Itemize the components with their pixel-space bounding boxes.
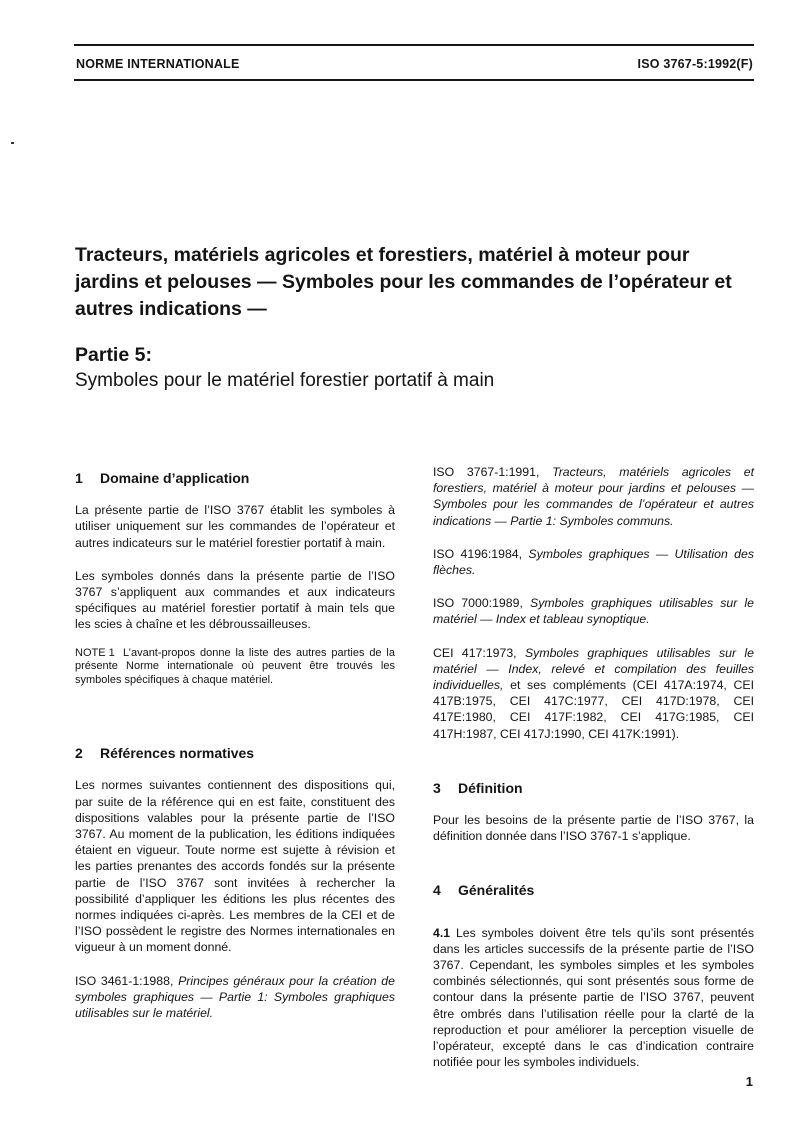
note-1-label: NOTE 1	[75, 646, 115, 659]
reference-cei-417	[433, 645, 754, 742]
reference-iso-7000-title: Symboles graphiques utilisables sur le matériel — Index et tableau synoptique.	[433, 596, 754, 627]
section-2-heading	[75, 745, 395, 761]
reference-iso-3767-1-title: Tracteurs, matériels agricoles et forestiers, matériel à moteur pour jardins et pelouses — Symboles pour les commandes de l’opérateur et autres indications — Partie 1: Symboles communs.	[433, 465, 754, 528]
reference-cei-417-title: Symboles graphiques utilisables sur le matériel — Index, relevé et compilation des feuilles individuelles,	[433, 645, 755, 693]
section-1-paragraph-2: Les symboles donnés dans la présente partie de l’ISO 3767 s’appliquent aux commandes et aux indicateurs spécifiques au matériel forestier portatif à main tels que les scies à chaîne et les débroussailleuses.	[75, 568, 395, 632]
section-4-heading	[433, 882, 754, 898]
subclause-4-1-number: 4.1	[433, 925, 451, 940]
section-2-title: Références normatives	[100, 745, 255, 762]
left-column	[75, 470, 395, 1021]
section-1-paragraph-1: La présente partie de l’ISO 3767 établit les symboles à utiliser uniquement sur les commandes de l’opérateur et autres indicateurs sur le matériel forestier portatif à main.	[75, 503, 395, 550]
header-standard-number: ISO 3767-5:1992(F)	[637, 57, 753, 71]
reference-iso-4196	[433, 546, 754, 578]
section-2-number: 2	[75, 745, 83, 762]
reference-iso-3767-1-code: ISO 3767-1:1991,	[433, 465, 540, 479]
header-top-rule	[74, 44, 754, 46]
reference-iso-4196-title: Symboles graphiques — Utilisation des flèches.	[433, 546, 754, 578]
part-title: Symboles pour le matériel forestier portatif à main	[75, 370, 495, 391]
section-1-number: 1	[75, 470, 83, 486]
document-title: Tracteurs, matériels agricoles et forestiers, matériel à moteur pour jardins et pelouses — Symboles pour les commandes de l’opérateur et autres indications —	[75, 244, 732, 320]
page-number: 1	[745, 1074, 753, 1089]
section-4-number: 4	[433, 882, 441, 899]
section-3-paragraph-1: Pour les besoins de la présente partie de l’ISO 3767, la définition donnée dans l’ISO 3767-1 s’applique.	[433, 813, 754, 844]
reference-iso-7000	[433, 595, 754, 627]
reference-cei-417-code: CEI 417:1973,	[433, 645, 517, 660]
section-4-title: Généralités	[458, 882, 535, 899]
section-4-1-paragraph	[433, 925, 754, 1071]
scan-mark	[11, 142, 14, 144]
section-1-title: Domaine d’application	[100, 470, 250, 486]
reference-iso-4196-code: ISO 4196:1984,	[433, 546, 523, 561]
section-3-heading	[433, 780, 754, 796]
part-label: Partie 5:	[75, 344, 152, 366]
reference-iso-3767-1	[433, 464, 754, 529]
section-1-heading	[75, 470, 395, 486]
header-bottom-rule	[74, 79, 754, 81]
reference-iso-3461-1-code: ISO 3461-1:1988,	[75, 973, 174, 988]
right-column	[433, 464, 754, 1070]
header-standard-type: NORME INTERNATIONALE	[76, 57, 240, 71]
section-3-title: Définition	[458, 779, 523, 796]
reference-iso-7000-code: ISO 7000:1989,	[433, 596, 523, 611]
reference-iso-3461-1	[75, 973, 395, 1022]
note-1	[75, 647, 395, 688]
section-2-paragraph-1: Les normes suivantes contiennent des dispositions qui, par suite de la référence qui en est faite, constituent des dispositions valables pour la présente partie de l’ISO 3767. Au moment de la publication, les éditions indiquées étaient en vigueur. Toute norme est sujette à révision et les parties prenantes des accords fondés sur la présente partie de l’ISO 3767 sont invitées à rechercher la possibilité d’appliquer les éditions les plus récentes des normes indiquées ci-après. Les membres de la CEI et de l’ISO possèdent le registre des Normes internationales en vigueur à un moment donné.	[75, 778, 395, 955]
subclause-4-1-text: Les symboles doivent être tels qu’ils sont présentés dans les articles successifs de la présente partie de l’ISO 3767. Cependant, les symboles simples et les symboles combinés sélectionnés, qui sont présentés sous forme de contour dans la présente partie de l’ISO 3767, peuvent être ombrés dans l’utilisation réelle pour la clarté de la reproduction et pour améliorer la perception visuelle de l’opérateur, excepté dans le cas d’indication contraire notifiée pour les symboles individuels.	[433, 925, 754, 1070]
reference-iso-3461-1-title: Principes généraux pour la création de symboles graphiques — Partie 1: Symboles graphiques utilisables sur le matériel.	[75, 973, 395, 1020]
reference-cei-417-supplements: et ses compléments (CEI 417A:1974, CEI 417B:1975, CEI 417C:1977, CEI 417D:1978, CEI 417E:1980, CEI 417F:1982, CEI 417G:1985, CEI 417H:1987, CEI 417J:1990, CEI 417K:1991).	[433, 678, 754, 741]
section-3-number: 3	[433, 779, 441, 796]
note-1-text: L’avant-propos donne la liste des autres parties de la présente Norme internationale où peuvent être trouvés les symboles spécifiques à chaque matériel.	[75, 646, 395, 686]
